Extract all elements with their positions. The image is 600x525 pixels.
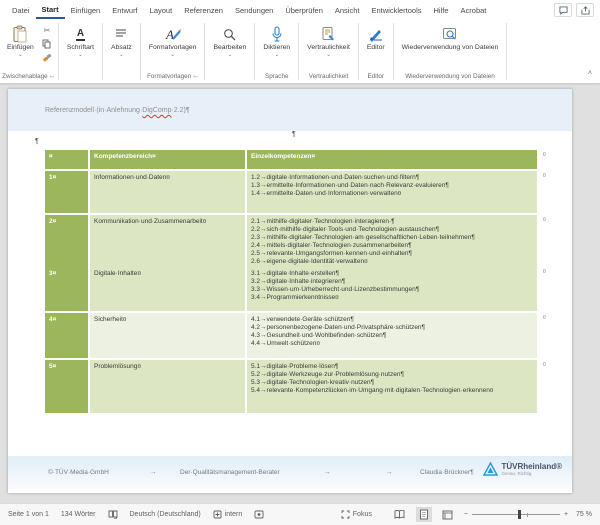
kompetenzen-cell[interactable]: 4.1→verwendete·Geräte·schützen¶ 4.2→personenbezogene·Daten·und·Privatsphäre·schützen¶ 4.3→Gesundheit·und·Wohlbefinden·schützen¶ 4.4→Umwelt·schützen¤ bbox=[247, 313, 537, 358]
editor-button[interactable] bbox=[362, 22, 390, 54]
bereich-cell[interactable]: Sicherheit¤ bbox=[90, 313, 245, 358]
tab-ansicht[interactable]: Ansicht bbox=[334, 6, 360, 15]
pilcrow-mark: ¶ bbox=[292, 131, 296, 138]
misspelled-word[interactable]: DigComp bbox=[142, 107, 172, 114]
styles-icon bbox=[164, 24, 182, 44]
bearbeiten-label: Bearbeiten bbox=[213, 44, 247, 51]
schriftart-button[interactable] bbox=[62, 22, 99, 59]
bearbeiten-button[interactable] bbox=[208, 22, 251, 59]
proofing-icon[interactable] bbox=[108, 510, 118, 519]
tab-referenzen[interactable]: Referenzen bbox=[184, 6, 223, 15]
header-cell[interactable]: Kompetenzbereich¤ bbox=[90, 150, 245, 169]
footer-author: Claudia·Brückner¶ bbox=[420, 469, 474, 476]
table-row bbox=[45, 313, 546, 358]
zoom-track[interactable] bbox=[472, 514, 560, 515]
editor-pen-icon bbox=[368, 24, 383, 44]
ribbon-group-wiederverwendung bbox=[395, 20, 506, 83]
row-number-cell[interactable]: 2¤ bbox=[45, 215, 88, 269]
group-label-editor: Editor bbox=[367, 73, 384, 80]
header-cell[interactable]: Einzelkompetenzen¤ bbox=[247, 150, 537, 169]
header-cell[interactable]: ¤ bbox=[45, 150, 88, 169]
tuv-rheinland-logo bbox=[483, 462, 562, 476]
ribbon-group-absatz bbox=[104, 20, 139, 83]
chevron-down-icon: ⌄ bbox=[326, 51, 331, 58]
group-label-zwischenablage: Zwischenablage bbox=[2, 73, 48, 80]
zoom-in-button[interactable]: + bbox=[563, 511, 569, 518]
chevron-down-icon: ⌄ bbox=[18, 51, 23, 58]
share-icon bbox=[581, 6, 590, 15]
tab-datei[interactable]: Datei bbox=[12, 6, 30, 15]
word-count[interactable]: 134 Wörter bbox=[60, 511, 96, 518]
sensitivity-label-icon bbox=[321, 24, 336, 44]
format-painter-icon[interactable] bbox=[41, 51, 53, 62]
row-number-cell[interactable]: 5¤ bbox=[45, 360, 88, 413]
paste-label: Einfügen bbox=[7, 44, 34, 51]
table-row bbox=[45, 360, 546, 413]
ribbon-group-sprache bbox=[256, 20, 297, 83]
status-bar bbox=[0, 503, 600, 525]
tuv-triangle-icon bbox=[483, 462, 498, 476]
group-label-wiederverwendung: Wiederverwendung von Dateien bbox=[405, 73, 495, 80]
tab-entwicklertools[interactable]: Entwicklertools bbox=[371, 6, 422, 15]
competency-table[interactable] bbox=[45, 150, 546, 415]
document-title[interactable]: Referenzmodell·(in·Anlehnung·DigComp·2.2)¶ bbox=[45, 107, 190, 114]
diktieren-label: Diktieren bbox=[263, 44, 291, 51]
wiederverwendung-label: Wiederverwendung von Dateien bbox=[401, 44, 499, 51]
ribbon bbox=[0, 20, 600, 84]
ribbon-group-schriftart bbox=[60, 20, 101, 83]
share-button[interactable] bbox=[576, 3, 594, 17]
kompetenzen-cell[interactable]: 5.1→digitale·Probleme·lösen¶ 5.2→digitale·Werkzeuge·zur·Problemlösung·nutzen¶ 5.3→digitale·Technologien·kreativ·nutzen¶ 5.4→relevante·Kompetenzlücken·im·Umgang·mit·digitalen·Technologien·erkennen¤ bbox=[247, 360, 537, 413]
chevron-down-icon: ⌄ bbox=[227, 51, 233, 58]
zoom-thumb[interactable] bbox=[518, 510, 521, 519]
page-count[interactable]: Seite 1 von 1 bbox=[8, 511, 49, 518]
web-layout-button[interactable] bbox=[440, 507, 456, 522]
bereich-cell[interactable]: Informationen·und·Daten¤ bbox=[90, 171, 245, 213]
logo-tagline: Genau. Richtig. bbox=[501, 471, 533, 476]
comment-icon bbox=[559, 6, 568, 15]
kompetenzen-cell[interactable]: 3.1→digitale·Inhalte·erstellen¶ 3.2→digitale·Inhalte·integrieren¶ 3.3→Wissen·um·Urheberrecht·und·Lizenzbestimmungen¶ 3.4→Programmierkenntnisse¤ bbox=[247, 267, 537, 311]
absatz-label: Absatz bbox=[111, 44, 132, 51]
comments-button[interactable] bbox=[554, 3, 572, 17]
ribbon-group-formatvorlagen bbox=[142, 20, 204, 83]
tab-mark: → bbox=[386, 469, 393, 476]
zoom-slider[interactable] bbox=[464, 511, 568, 518]
macro-record-icon[interactable] bbox=[254, 510, 264, 519]
dialog-launcher-icon[interactable]: ⌙ bbox=[193, 74, 199, 80]
row-number-cell[interactable]: 3¤ bbox=[45, 267, 88, 311]
schriftart-label: Schriftart bbox=[66, 44, 95, 51]
vertraulichkeit-button[interactable] bbox=[302, 22, 355, 59]
kompetenzen-cell[interactable]: 2.1→mithilfe·digitaler·Technologien·interagieren·¶ 2.2→sich·mithilfe·digitaler·Tools·und·Technologien·austauschen¶ 2.3→mithilfe·digitaler·Technologien·am·gesellschaftlichen·Leben·teilnehmen¶ 2.4→mittels·digitaler·Technologien·zusammenarbeiten¶ 2.5→relevante·Umgangsformen·kennen·und·einhalten¶ 2.6→eigene·digitale·Identität·verwalten¤ bbox=[247, 215, 537, 269]
tab-einfuegen[interactable]: Einfügen bbox=[70, 6, 101, 15]
clipboard-icon bbox=[12, 24, 28, 44]
tab-ueberpruefen[interactable]: Überprüfen bbox=[285, 6, 323, 15]
group-label-vertraulichkeit: Vertraulichkeit bbox=[308, 73, 349, 80]
chevron-down-icon: ⌄ bbox=[170, 51, 175, 58]
ribbon-group-zwischenablage bbox=[0, 20, 57, 83]
tab-entwurf[interactable]: Entwurf bbox=[112, 6, 138, 15]
group-label-formatvorlagen: Formatvorlagen bbox=[147, 73, 192, 80]
copy-icon[interactable] bbox=[41, 38, 53, 49]
table-row bbox=[45, 215, 546, 265]
tab-sendungen[interactable]: Sendungen bbox=[234, 6, 274, 15]
ribbon-group-bearbeiten bbox=[206, 20, 253, 83]
end-of-row-marker: ¤ bbox=[542, 315, 546, 321]
tab-start[interactable]: Start bbox=[36, 1, 65, 19]
footer-publication: Der·Qualitätsmanagement-Berater bbox=[180, 469, 280, 476]
paragraph-lines-icon bbox=[115, 24, 127, 44]
absatz-button[interactable] bbox=[106, 22, 137, 59]
ribbon-group-vertraulichkeit bbox=[300, 20, 357, 83]
vertraulichkeit-label: Vertraulichkeit bbox=[307, 44, 350, 51]
read-mode-button[interactable] bbox=[392, 507, 408, 522]
cut-icon[interactable]: ✂ bbox=[43, 26, 51, 35]
diktieren-button[interactable] bbox=[258, 22, 295, 59]
end-of-row-marker: ¤ bbox=[542, 217, 546, 223]
table-header-row bbox=[45, 150, 546, 169]
tab-mark: → bbox=[150, 469, 157, 476]
file-reuse-icon bbox=[442, 24, 458, 44]
end-of-row-marker: ¤ bbox=[542, 362, 546, 368]
end-of-row-marker: ¤ bbox=[542, 269, 546, 275]
group-label-sprache: Sprache bbox=[265, 73, 289, 80]
chevron-down-icon: ⌄ bbox=[78, 51, 83, 58]
sensitivity-indicator[interactable]: intern bbox=[213, 510, 243, 519]
microphone-icon bbox=[271, 24, 283, 44]
document-area[interactable] bbox=[0, 85, 600, 503]
editor-label: Editor bbox=[366, 44, 385, 51]
end-of-row-marker: ¤ bbox=[542, 152, 546, 158]
language-indicator[interactable]: Deutsch (Deutschland) bbox=[129, 511, 201, 518]
formatvorlagen-label: Formatvorlagen bbox=[148, 44, 197, 51]
page-footer-band[interactable] bbox=[8, 456, 572, 489]
search-icon bbox=[223, 24, 236, 44]
tab-acrobat[interactable]: Acrobat bbox=[460, 6, 487, 15]
dialog-launcher-icon[interactable]: ⌙ bbox=[49, 74, 55, 80]
tab-layout[interactable]: Layout bbox=[149, 6, 173, 15]
document-page[interactable] bbox=[8, 89, 572, 493]
bereich-cell[interactable]: Problemlösung¤ bbox=[90, 360, 245, 413]
sensitivity-icon bbox=[213, 510, 222, 519]
end-of-row-marker: ¤ bbox=[542, 173, 546, 179]
tab-hilfe[interactable]: Hilfe bbox=[433, 6, 449, 15]
table-row bbox=[45, 171, 546, 213]
zoom-level[interactable]: 75 % bbox=[576, 511, 592, 518]
bereich-cell[interactable]: Digitale·Inhalte¤ bbox=[90, 267, 245, 311]
paste-button[interactable] bbox=[2, 22, 39, 59]
collapse-ribbon-icon[interactable]: ˄ bbox=[587, 70, 592, 77]
tab-mark: → bbox=[324, 469, 331, 476]
footer-copyright: ©·TÜV·Media·GmbH bbox=[48, 469, 109, 476]
chevron-down-icon: ⌄ bbox=[119, 51, 124, 58]
print-layout-button[interactable] bbox=[416, 507, 432, 522]
zoom-out-button[interactable]: − bbox=[463, 511, 468, 518]
menu-bar bbox=[0, 0, 600, 20]
formatvorlagen-button[interactable] bbox=[144, 22, 202, 59]
row-number-cell[interactable]: 4¤ bbox=[45, 313, 88, 358]
focus-mode-button[interactable]: Fokus bbox=[341, 510, 372, 519]
kompetenzen-cell[interactable]: 1.2→digitale·Informationen·und·Daten·suchen·und·filtern¶ 1.3→ermittelte·Informationen·und·Daten·nach·Relevanz·evaluieren¶ 1.4→ermittelte·Daten·und·Informationen·verwalten¤ bbox=[247, 171, 537, 213]
row-number-cell[interactable]: 1¤ bbox=[45, 171, 88, 213]
svg-text:A: A bbox=[165, 27, 174, 42]
logo-text: TÜVRheinland® bbox=[501, 462, 562, 471]
zoom-center-tick bbox=[527, 513, 528, 517]
table-row bbox=[45, 267, 546, 311]
bereich-cell[interactable]: Kommunikation·und·Zusammenarbeit¤ bbox=[90, 215, 245, 269]
ribbon-group-editor bbox=[360, 20, 392, 83]
wiederverwendung-button[interactable] bbox=[397, 22, 504, 54]
chevron-down-icon: ⌄ bbox=[274, 51, 280, 58]
pilcrow-mark: ¶ bbox=[35, 138, 39, 145]
font-icon: A bbox=[76, 27, 85, 39]
focus-icon bbox=[341, 510, 350, 519]
